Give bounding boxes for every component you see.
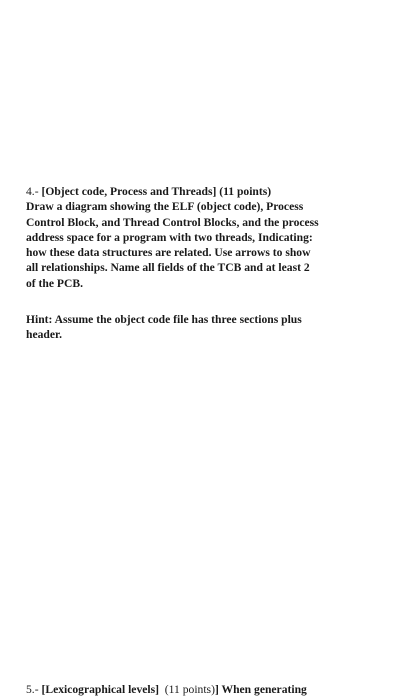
question-5-points: (11 points) [164,683,215,696]
question-4-hint [26,312,386,343]
question-4 [26,184,386,291]
question-4-title: [Object code, Process and Threads] (11 points) [41,185,272,198]
question-4-heading [26,184,386,199]
question-4-line: Control Block, and Thread Control Blocks, and the process [26,215,319,229]
question-5 [26,682,396,697]
question-4-line: of the PCB. [26,276,83,290]
question-4-number: 4.- [26,185,42,198]
hint-line: header. [26,328,62,342]
question-4-line: Draw a diagram showing the ELF (object code), Process [26,200,304,214]
question-5-number: 5.- [26,683,42,696]
question-4-line: how these data structures are related. Use arrows to show [26,246,311,260]
question-4-line: all relationships. Name all fields of the TCB and at least 2 [26,261,310,275]
question-5-text: ] When generating [214,683,307,696]
question-4-line: address space for a program with two threads, Indicating: [26,230,313,244]
question-5-title: [Lexicographical levels] [41,683,159,696]
hint-line: Hint: Assume the object code file has three sections plus [26,313,302,326]
